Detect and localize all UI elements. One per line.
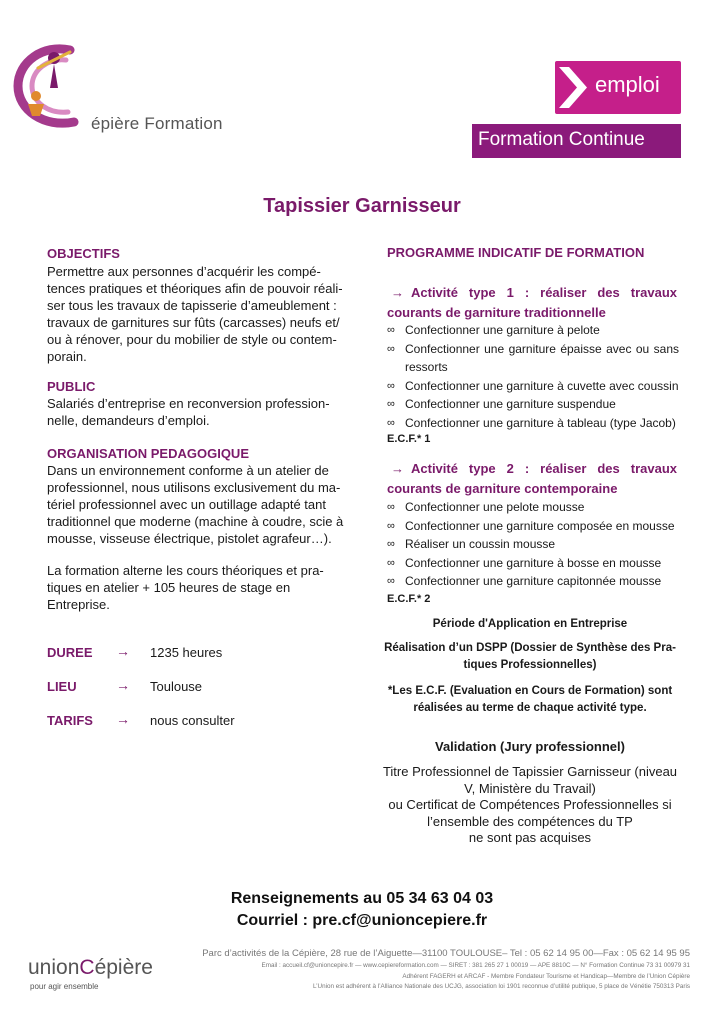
text-line: porain.: [47, 349, 87, 364]
alternance-text: [47, 562, 324, 613]
objectifs-heading: OBJECTIFS: [47, 246, 120, 261]
text-line: tiques Professionnelles): [463, 659, 597, 671]
activite-2-title-text: Activité type 2 : réaliser des travaux courants de garniture contemporaine: [387, 461, 677, 496]
arrow-right-icon: →: [391, 285, 404, 300]
list-item: [387, 498, 679, 517]
public-text: [47, 395, 330, 429]
formation-continue-banner: Formation Continue: [472, 124, 681, 158]
email-line[interactable]: Courriel : pre.cf@unioncepiere.fr: [236, 912, 488, 929]
arrow-right-icon: →: [391, 461, 404, 476]
arrow-right-icon: [555, 61, 591, 114]
list-item: [387, 395, 679, 414]
text-line: tences pratiques et théoriques afin de pouvoir réali-: [47, 281, 343, 296]
list-item-text: Confectionner une garniture capitonnée mousse: [405, 574, 662, 589]
text-line: Réalisation d’un DSPP (Dossier de Synthèse des Pra-: [384, 642, 676, 654]
duree-value: 1235 heures: [150, 645, 223, 660]
text-line: tiques en atelier + 105 heures de stage en: [47, 580, 291, 595]
footer-legal-line: Adhérent FAGERH et ARCAF - Membre Fondateur Tourisme et Handicap—Membre de l’Union Cépière: [402, 972, 690, 980]
logo-union-text: union: [28, 956, 80, 979]
infinity-bullet-icon: ∞: [387, 416, 395, 429]
page-title: Tapissier Garnisseur: [263, 195, 461, 217]
logo-epiere-text: épière: [94, 956, 153, 979]
text-line: Entreprise.: [47, 597, 110, 612]
infinity-bullet-icon: ∞: [387, 575, 395, 588]
lieu-label: LIEU: [47, 679, 77, 694]
infinity-bullet-icon: ∞: [387, 519, 395, 532]
activite-2-title: [387, 459, 677, 499]
list-item-text: Confectionner une garniture à pelote: [405, 323, 600, 337]
text-line: réalisées au terme de chaque activité type.: [413, 702, 647, 714]
list-item: [387, 321, 679, 340]
arrow-right-icon: →: [116, 677, 130, 693]
text-line: ne sont pas acquises: [468, 830, 592, 845]
list-item-text: Confectionner une pelote mousse: [405, 500, 585, 514]
list-item: [387, 554, 679, 573]
tarifs-value: nous consulter: [150, 713, 235, 728]
phone-line: Renseignements au 05 34 63 04 03: [230, 890, 494, 907]
text-line: ou Certificat de Compétences Professionnelles si: [388, 797, 672, 812]
organisation-text: [47, 462, 343, 547]
list-item: [387, 517, 679, 536]
list-item-text: Confectionner une garniture à tableau (type Jacob): [405, 415, 676, 430]
arrow-right-icon: →: [116, 643, 130, 659]
list-item-text: Confectionner une garniture épaisse avec ou sans ressorts: [405, 341, 679, 375]
list-item-text: Réaliser un coussin mousse: [405, 537, 556, 552]
text-line: travaux de garnitures sur fûts (carcasses) neufs et/: [47, 315, 340, 330]
list-item-text: Confectionner une garniture composée en mousse: [405, 518, 675, 533]
list-item: [387, 414, 679, 433]
list-item: [387, 377, 679, 396]
tarifs-label: TARIFS: [47, 713, 93, 728]
footer-address: Parc d’activités de la Cépière, 28 rue de l’Aiguette—31100 TOULOUSE– Tel : 05 62 14 95 00—Fax : 05 62 14 95 95: [202, 948, 690, 959]
logo-tagline: pour agir ensemble: [30, 982, 99, 991]
list-item: [387, 535, 679, 554]
ecf-note: [380, 683, 680, 717]
list-item-text: Confectionner une garniture à bosse en mousse: [405, 555, 662, 570]
text-line: V, Ministère du Travail): [464, 780, 596, 796]
validation-title: Validation (Jury professionnel): [435, 739, 625, 754]
logo-wordmark: épière Formation: [91, 114, 223, 133]
ecf-1-label: E.C.F.* 1: [387, 433, 431, 445]
objectifs-text: [47, 263, 343, 365]
activite-1-title: [387, 283, 677, 323]
text-line: l’ensemble des compétences du TP: [427, 813, 633, 829]
text-line: La formation alterne les cours théoriques et pra-: [47, 563, 324, 578]
text-line: traditionnel que moderne (machine à coudre, scie à: [47, 514, 344, 529]
list-item-text: Confectionner une garniture à cuvette avec coussin: [405, 378, 679, 393]
logo-c-letter: C: [79, 956, 95, 979]
dspp-text: [380, 640, 680, 674]
infinity-bullet-icon: ∞: [387, 556, 395, 569]
footer-legal-line: Email : accueil.cf@unioncepire.fr — www.cepiereformation.com — SIRET : 381 265 27 1 00019 — APE 8810C — N° Formation Continue 73 31 00979 31: [261, 962, 690, 969]
organisation-heading: ORGANISATION PEDAGOGIQUE: [47, 446, 249, 461]
duree-label: DUREE: [47, 645, 93, 660]
programme-heading: PROGRAMME INDICATIF DE FORMATION: [387, 245, 645, 260]
footer-legal-line: L’Union est adhérent à l’Alliance Nationale des UCJG, association loi 1901 reconnue d’utilité publique, 5 place de Vénétie 750313 Paris: [312, 983, 690, 990]
contact-block: [0, 888, 724, 932]
text-line: Salariés d’entreprise en reconversion profession-: [47, 396, 330, 411]
lieu-value: Toulouse: [150, 679, 203, 694]
infinity-bullet-icon: ∞: [387, 538, 395, 551]
footer-info: [150, 946, 690, 993]
validation-text: [380, 764, 680, 847]
arrow-right-icon: →: [116, 711, 130, 727]
infinity-bullet-icon: ∞: [387, 324, 395, 336]
activite-2-list: [387, 498, 679, 591]
infinity-bullet-icon: ∞: [387, 342, 395, 355]
ecf-2-label: E.C.F.* 2: [387, 593, 431, 605]
emploi-label: emploi: [595, 72, 660, 97]
text-line: ou à rénover, pour du mobilier de style ou contem-: [47, 332, 337, 347]
text-line: Titre Professionnel de Tapissier Garnisseur (niveau: [382, 764, 678, 779]
text-line: nelle, demandeurs d’emploi.: [47, 413, 210, 428]
text-line: tériel professionnel avec un outillage adapté tant: [47, 497, 326, 512]
periode-text: Période d'Application en Entreprise: [432, 618, 628, 630]
activite-1-title-text: Activité type 1 : réaliser des travaux courants de garniture traditionnelle: [387, 285, 677, 320]
text-line: mousse, visseuse électrique, pistolet agrafeur…).: [47, 531, 332, 546]
text-line: ser tous les travaux de tapisserie d’ameublement :: [47, 298, 337, 313]
text-line: professionnel, nous utilisons exclusivement du ma-: [47, 480, 341, 495]
emploi-badge: [555, 61, 681, 114]
list-item-text: Confectionner une garniture suspendue: [405, 397, 616, 412]
union-cepiere-wordmark: [28, 956, 153, 980]
infinity-bullet-icon: ∞: [387, 379, 395, 392]
cepiere-formation-logo: [8, 38, 248, 132]
infinity-bullet-icon: ∞: [387, 398, 395, 411]
list-item: [387, 340, 679, 377]
public-heading: PUBLIC: [47, 379, 96, 394]
text-line: Dans un environnement conforme à un atelier de: [47, 463, 329, 478]
union-cepiere-logo: [28, 958, 160, 998]
activite-1-list: [387, 321, 679, 433]
infinity-bullet-icon: ∞: [387, 501, 395, 513]
text-line: Permettre aux personnes d’acquérir les compé-: [47, 264, 321, 279]
text-line: *Les E.C.F. (Evaluation en Cours de Formation) sont: [387, 685, 673, 697]
list-item: [387, 572, 679, 591]
